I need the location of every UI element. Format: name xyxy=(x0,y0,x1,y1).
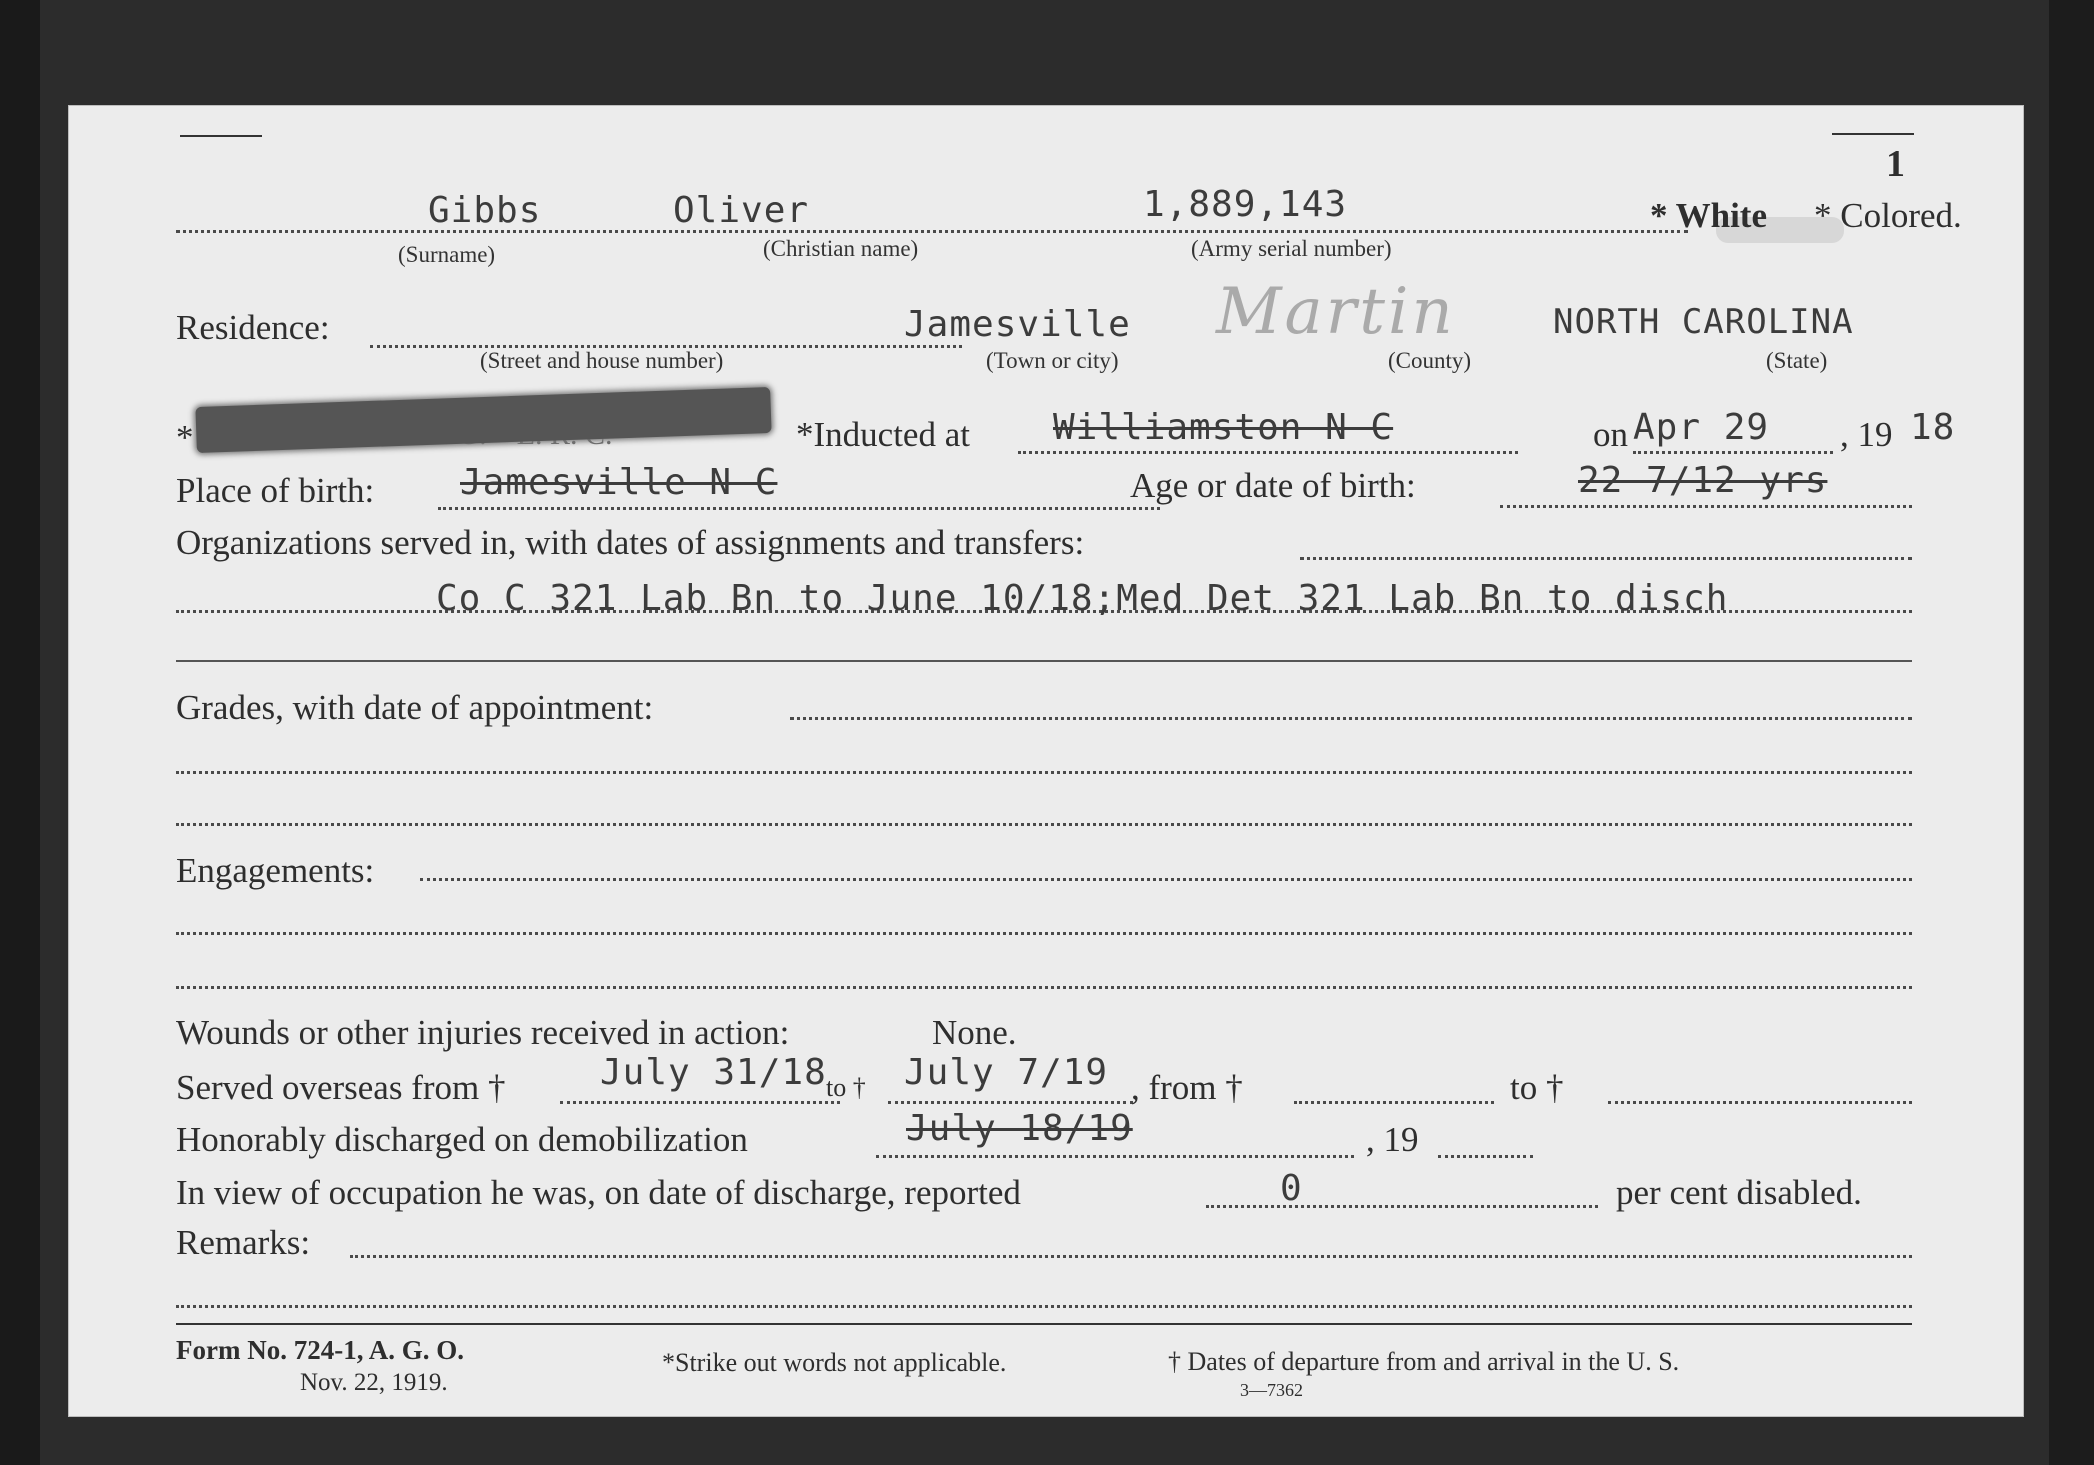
form-number: Form No. 724-1, A. G. O. xyxy=(176,1335,464,1365)
age-label: Age or date of birth: xyxy=(1130,466,1416,505)
inducted-place-value: Williamston N C xyxy=(1053,407,1394,448)
engagements-label: Engagements: xyxy=(176,851,375,890)
engagements-line-1 xyxy=(420,878,1912,881)
enlisted-star: * xyxy=(176,418,194,457)
service-record-card xyxy=(68,105,2024,1417)
overseas-to2-line xyxy=(1608,1101,1912,1104)
overseas-from-value: July 31/18 xyxy=(600,1052,827,1093)
race-white-label: * White xyxy=(1650,196,1767,235)
disability-line xyxy=(1206,1205,1598,1208)
engagements-line-3 xyxy=(176,986,1912,989)
place-of-birth-line xyxy=(438,507,1160,510)
inducted-line xyxy=(1018,451,1518,454)
town-caption: (Town or city) xyxy=(986,348,1119,373)
inducted-year-prefix: , 19 xyxy=(1840,415,1893,454)
strike-note: *Strike out words not applicable. xyxy=(662,1348,1007,1377)
discharge-date-value: July 18/19 xyxy=(906,1108,1133,1149)
remarks-line-2 xyxy=(176,1305,1912,1308)
scanner-backdrop-right xyxy=(2049,0,2094,1465)
state-caption: (State) xyxy=(1766,348,1828,373)
discharge-line xyxy=(876,1155,1354,1158)
discharge-label: Honorably discharged on demobilization xyxy=(176,1120,748,1159)
engagements-line-2 xyxy=(176,932,1912,935)
disability-suffix: per cent disabled. xyxy=(1616,1173,1862,1212)
print-code: 3—7362 xyxy=(1240,1380,1303,1400)
county-caption: (County) xyxy=(1388,348,1472,373)
residence-state-value: NORTH CAROLINA xyxy=(1553,302,1854,342)
christian-name-value: Oliver xyxy=(673,190,810,231)
disability-value: 0 xyxy=(1280,1168,1303,1209)
serial-number-value: 1,889,143 xyxy=(1143,184,1348,225)
header-line xyxy=(176,230,1688,233)
overseas-from2-label: , from † xyxy=(1131,1068,1243,1107)
grades-line-2 xyxy=(176,771,1912,774)
inducted-date-line xyxy=(1633,451,1833,454)
christian-name-caption: (Christian name) xyxy=(763,236,919,261)
organizations-line-1 xyxy=(1300,557,1912,560)
scanner-backdrop-left xyxy=(0,0,40,1465)
overseas-from2-line xyxy=(1294,1101,1494,1104)
wounds-label: Wounds or other injuries received in action: xyxy=(176,1013,790,1052)
card-number: 1 xyxy=(1886,143,1905,185)
overseas-to2-label: to † xyxy=(1510,1068,1564,1107)
residence-label: Residence: xyxy=(176,308,330,347)
remarks-line-1 xyxy=(350,1255,1912,1258)
inducted-year-value: 18 xyxy=(1910,407,1956,448)
surname-caption: (Surname) xyxy=(398,242,496,267)
overseas-to-value: July 7/19 xyxy=(904,1052,1109,1093)
inducted-on-label: on xyxy=(1593,415,1628,454)
grades-label: Grades, with date of appointment: xyxy=(176,688,654,727)
discharge-year-line xyxy=(1438,1155,1533,1158)
top-right-rule xyxy=(1832,133,1914,135)
place-of-birth-value: Jamesville N C xyxy=(460,462,778,503)
inducted-label: *Inducted at xyxy=(796,415,970,454)
footer-rule xyxy=(176,1323,1912,1325)
surname-value: Gibbs xyxy=(428,190,542,231)
residence-county-value: Martin xyxy=(1216,275,1456,349)
disability-label: In view of occupation he was, on date of discharge, reported xyxy=(176,1173,1021,1212)
organizations-line-3 xyxy=(176,660,1912,662)
dates-note: † Dates of departure from and arrival in the U. S. xyxy=(1168,1347,1680,1376)
form-date: Nov. 22, 1919. xyxy=(300,1369,448,1396)
organizations-entry-value: Co C 321 Lab Bn to June 10/18;Med Det 321 Lab Bn to disch xyxy=(436,578,1729,619)
age-line xyxy=(1500,505,1912,508)
overseas-from-line xyxy=(560,1101,840,1104)
wounds-value: None. xyxy=(932,1013,1017,1052)
inducted-date-value: Apr 29 xyxy=(1633,407,1770,448)
race-colored-label: * Colored. xyxy=(1814,196,1962,235)
place-of-birth-label: Place of birth: xyxy=(176,471,375,510)
serial-number-caption: (Army serial number) xyxy=(1191,236,1392,261)
organizations-label: Organizations served in, with dates of assignments and transfers: xyxy=(176,523,1085,562)
discharge-year-label: , 19 xyxy=(1366,1120,1419,1159)
street-caption: (Street and house number) xyxy=(480,348,724,373)
remarks-label: Remarks: xyxy=(176,1223,311,1262)
grades-line-3 xyxy=(176,823,1912,826)
age-value: 22 7/12 yrs xyxy=(1578,460,1828,501)
top-left-rule xyxy=(180,135,262,137)
overseas-label: Served overseas from † xyxy=(176,1068,506,1107)
grades-line-1 xyxy=(790,717,1912,720)
overseas-to-line xyxy=(888,1101,1133,1104)
residence-town-value: Jamesville xyxy=(904,304,1131,345)
overseas-to-label: to † xyxy=(826,1073,866,1102)
